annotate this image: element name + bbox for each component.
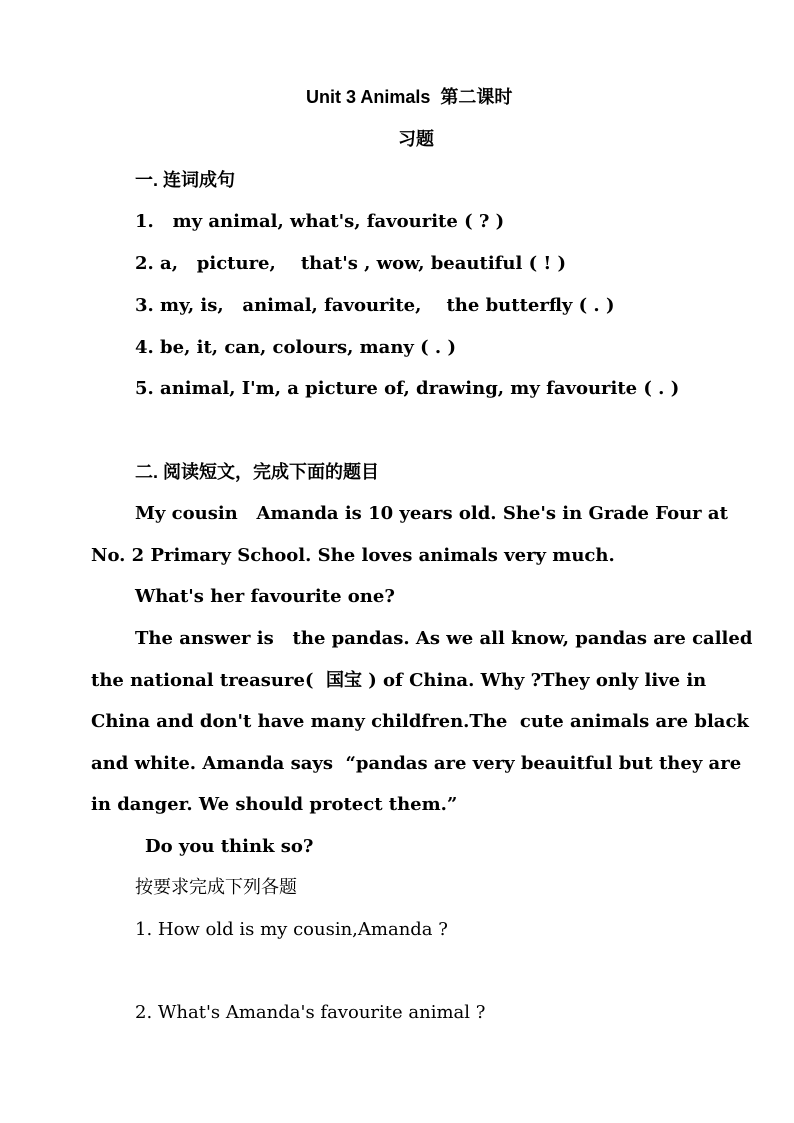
question-item: 2. What's Amanda's favourite animal ? [135, 1002, 486, 1023]
exercise-item: 3. my, is, animal, favourite, the butterfly ( . ) [135, 295, 615, 316]
question-instruction: 按要求完成下列各题 [135, 877, 297, 898]
passage-line: My cousin Amanda is 10 years old. She's in Grade Four at [135, 503, 728, 524]
passage-line: What's her favourite one? [135, 586, 395, 607]
exercise-item: 4. be, it, can, colours, many ( . ) [135, 337, 456, 358]
passage-line: Do you think so? [145, 836, 314, 857]
passage-line: in danger. We should protect them.” [91, 794, 458, 815]
exercise-item: 1. my animal, what's, favourite ( ? ) [135, 211, 505, 232]
page-title: Unit 3 Animals 第二课时 [306, 87, 513, 107]
section2-heading: 二. 阅读短文，完成下面的题目 [135, 462, 380, 482]
exercise-item: 2. a, picture, that's , wow, beautiful ( ! ) [135, 253, 567, 274]
passage-line: China and don't have many childfren.The cute animals are black [91, 711, 749, 732]
question-item: 1. How old is my cousin,Amanda ? [135, 919, 448, 940]
exercise-item: 5. animal, I'm, a picture of, drawing, my favourite ( . ) [135, 378, 680, 399]
section1-heading: 一. 连词成句 [135, 170, 236, 190]
page-subtitle: 习题 [398, 129, 434, 149]
passage-line: No. 2 Primary School. She loves animals very much. [91, 545, 615, 566]
passage-line: and white. Amanda says “pandas are very beauitful but they are [91, 753, 742, 774]
passage-line: the national treasure( 国宝 ) of China. Why ?They only live in [91, 670, 707, 691]
passage-line: The answer is the pandas. As we all know, pandas are called [135, 628, 753, 649]
